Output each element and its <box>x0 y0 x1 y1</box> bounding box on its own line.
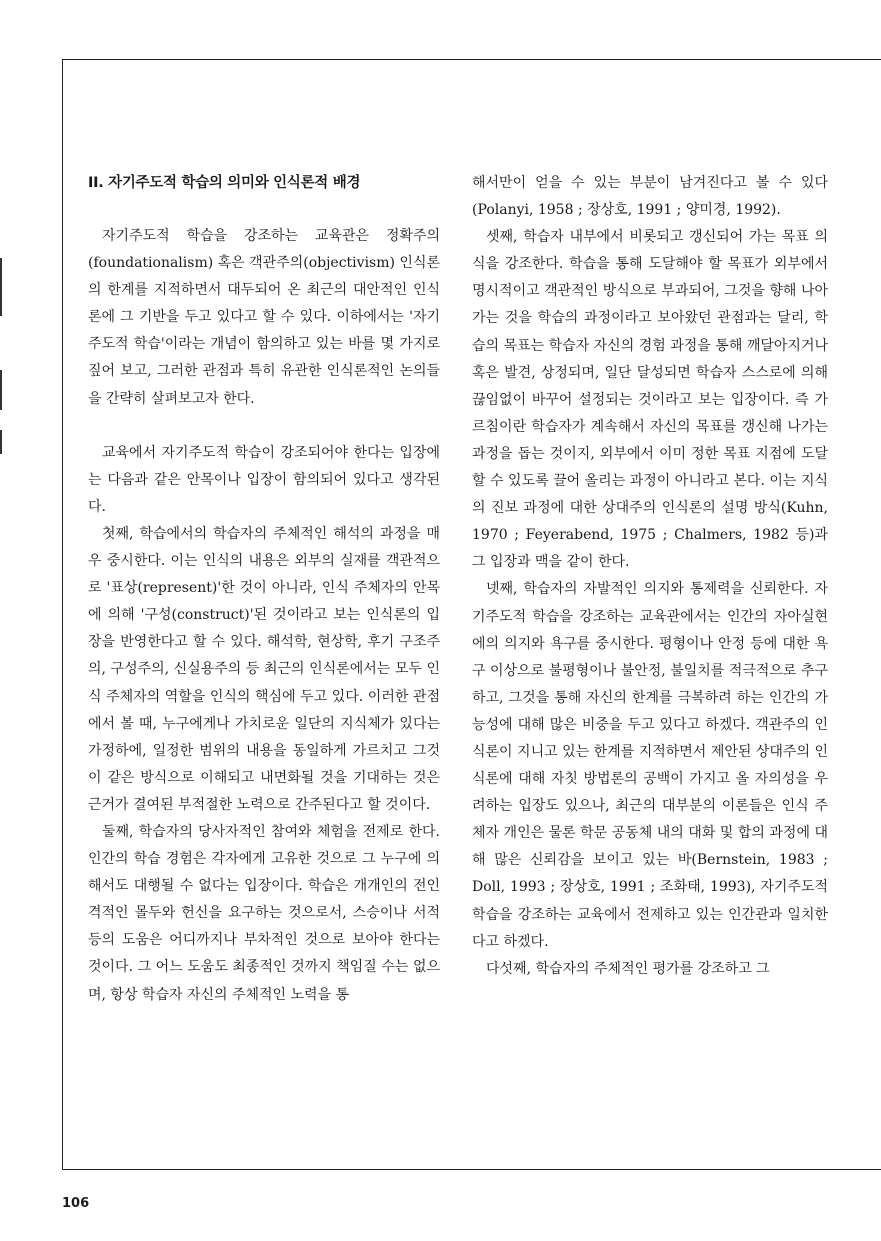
scan-edge-mark <box>0 430 2 454</box>
page-number: 106 <box>62 1196 90 1211</box>
left-rule <box>62 59 63 1169</box>
bottom-rule <box>62 1169 881 1170</box>
paragraph-continued: 해서만이 얻을 수 있는 부분이 남겨진다고 볼 수 있다(Polanyi, 1958 ; 장상호, 1991 ; 양미경, 1992). <box>472 175 828 219</box>
left-column <box>88 170 440 1009</box>
paragraph-fourth: 넷째, 학습자의 자발적인 의지와 통제력을 신뢰한다. 자기주도적 학습을 강조하는 교육관에서는 인간의 자아실현에의 의지와 욕구를 중시한다. 평형이나 안정 등에 대한 욕구 이상으로 불평형이나 불안정, 불일치를 적극적으로 추구하고, 그것을 통해 자신의 한계를 극복하려 하는 인간의 가능성에 대해 많은 비중을 두고 있다고 하겠다. 객관주의 인식론이 지니고 있는 한계를 지적하면서 제안된 상대주의 인식론에 대해 자칫 방법론의 공백이 가지고 올 자의성을 우려하는 입장도 있으나, 최근의 대부분의 이론들은 인식 주체자 개인은 물론 학문 공동체 내의 대화 및 합의 과정에 대해 많은 신뢰감을 보이고 있는 바(Bernstein, 1983 ; Doll, 1993 ; 장상호, 1991 ; 조화태, 1993), 자기주도적 학습을 강조하는 교육에서 전제하고 있는 인간관과 일치한다고 하겠다. <box>472 581 828 950</box>
paragraph-intro: 자기주도적 학습을 강조하는 교육관은 정확주의(foundationalism) 혹은 객관주의(objectivism) 인식론의 한계를 지적하면서 대두되어 온 최근의 대안적인 인식론에 그 기반을 두고 있다고 할 수 있다. 이하에서는 '자기주도적 학습'이라는 개념이 함의하고 있는 바를 몇 가지로 짚어 보고, 그러한 관점과 특히 유관한 인식론적인 논의들을 간략히 살펴보고자 한다. <box>88 228 440 407</box>
right-column <box>472 170 828 983</box>
scan-edge-mark <box>0 370 2 410</box>
paragraph-premise: 교육에서 자기주도적 학습이 강조되어야 한다는 입장에는 다음과 같은 안목이나 입장이 함의되어 있다고 생각된다. <box>88 444 440 515</box>
section-heading: II. 자기주도적 학습의 의미와 인식론적 배경 <box>88 175 361 191</box>
paragraph-third: 셋째, 학습자 내부에서 비롯되고 갱신되어 가는 목표 의식을 강조한다. 학습을 통해 도달해야 할 목표가 외부에서 명시적이고 객관적인 방식으로 부과되어, 그것을 향해 나아가는 것을 학습의 과정이라고 보아왔던 관점과는 달리, 학습의 목표는 학습자 자신의 경험 과정을 통해 깨달아지거나 혹은 발견, 상정되며, 일단 달성되면 학습자 스스로에 의해 끊임없이 바꾸어 설정되는 것이라고 보는 입장이다. 즉 가르침이란 학습자가 계속해서 자신의 목표를 갱신해 나가는 과정을 돕는 것이지, 외부에서 이미 정한 목표 지점에 도달할 수 있도록 끌어 올리는 과정이 아니라고 본다. 이는 지식의 진보 과정에 대한 상대주의 인식론의 설명 방식(Kuhn, 1970 ; Feyerabend, 1975 ; Chalmers, 1982 등)과 그 입장과 맥을 같이 한다. <box>472 229 828 571</box>
paragraph-fifth: 다섯째, 학습자의 주체적인 평가를 강조하고 그 <box>486 960 770 977</box>
top-rule <box>62 59 881 60</box>
scan-edge-mark <box>0 258 2 316</box>
paragraph-second: 둘째, 학습자의 당사자적인 참여와 체험을 전제로 한다. 인간의 학습 경험은 각자에게 고유한 것으로 그 누구에 의해서도 대행될 수 없다는 입장이다. 학습은 개개인의 전인격적인 몰두와 헌신을 요구하는 것으로서, 스승이나 서적 등의 도움은 어디까지나 부차적인 것으로 보아야 한다는 것이다. 그 어느 도움도 최종적인 것까지 책임질 수는 없으며, 항상 학습자 자신의 주체적인 노력을 통 <box>88 823 440 1003</box>
paragraph-first: 첫째, 학습에서의 학습자의 주체적인 해석의 과정을 매우 중시한다. 이는 인식의 내용은 외부의 실재를 객관적으로 '표상(represent)'한 것이 아니라, 인식 주체자의 안목에 의해 '구성(construct)'된 것이라고 보는 인식론의 입장을 반영한다고 할 수 있다. 해석학, 현상학, 후기 구조주의, 구성주의, 신실용주의 등 최근의 인식론에서는 모두 인식 주체자의 역할을 인식의 핵심에 두고 있다. 이러한 관점에서 볼 때, 누구에게나 가치로운 일단의 지식체가 있다는 가정하에, 일정한 범위의 내용을 동일하게 가르치고 그것이 같은 방식으로 이해되고 내면화될 것을 기대하는 것은 근거가 결여된 부적절한 노력으로 간주된다고 할 것이다. <box>88 525 440 813</box>
